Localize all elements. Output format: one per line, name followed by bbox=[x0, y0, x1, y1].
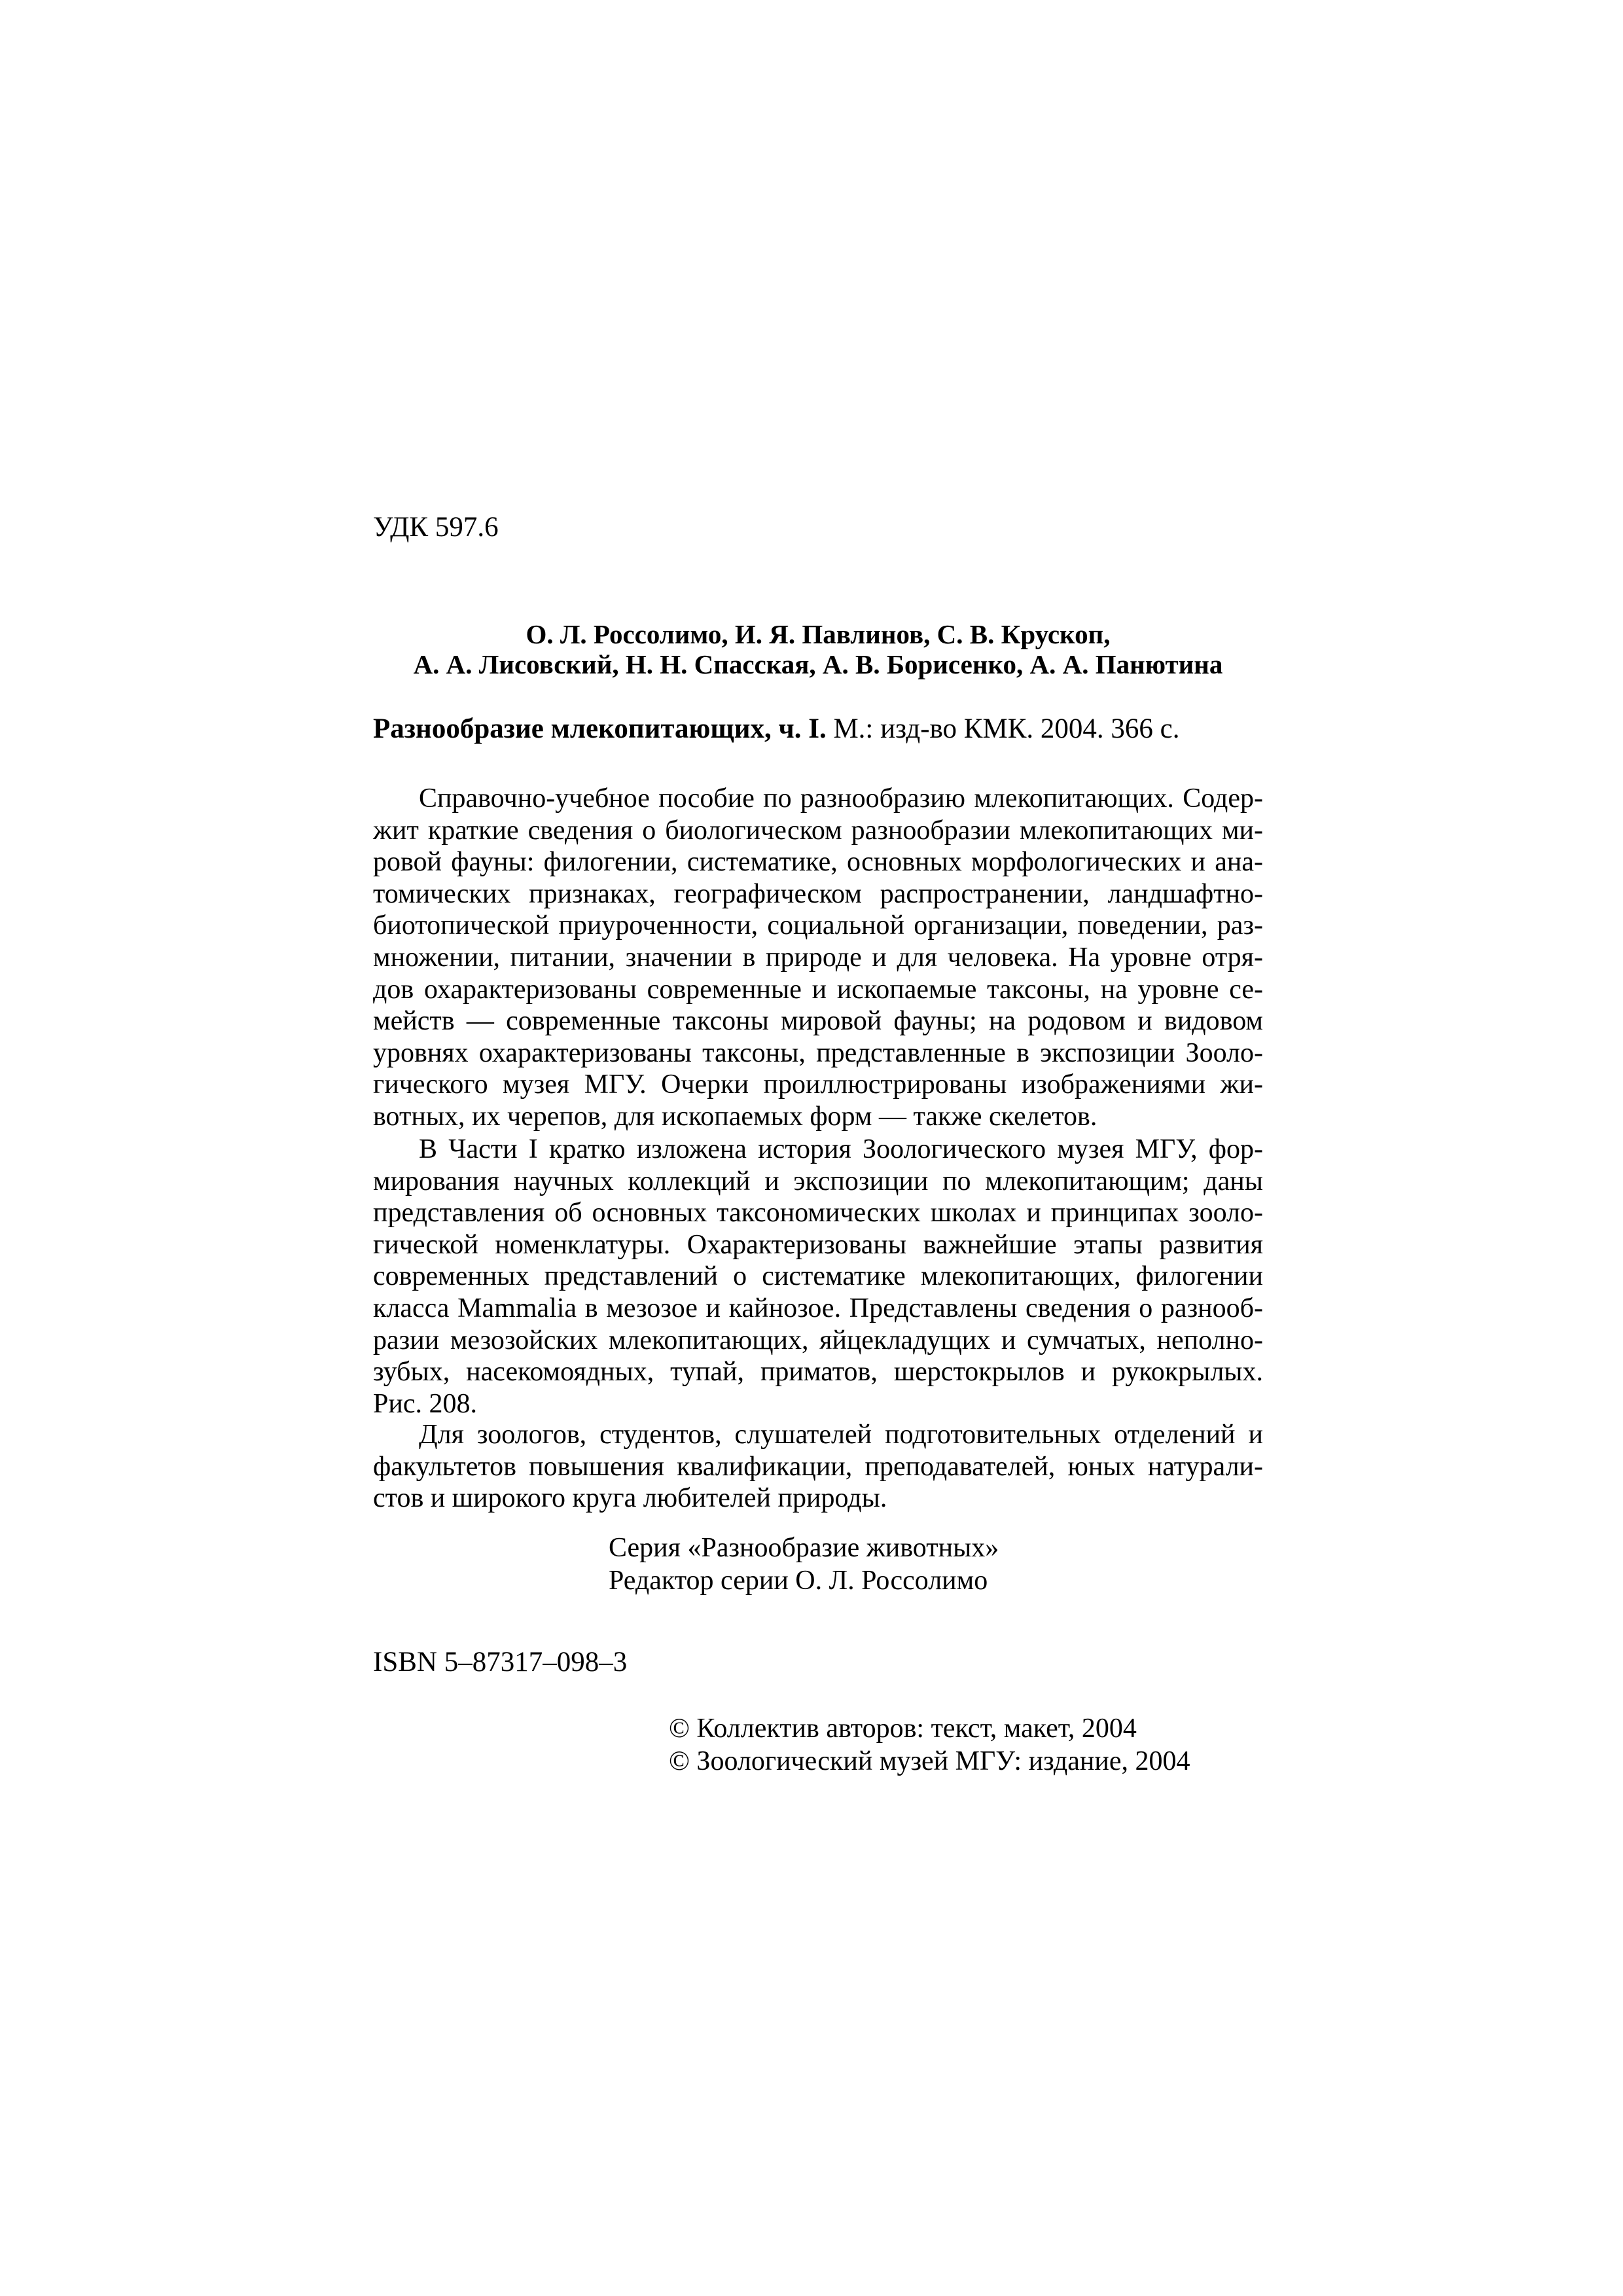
abstract-line: класса Mammalia в мезозое и кайнозое. Представлены сведения о разнооб- bbox=[373, 1293, 1263, 1323]
abstract-line: вотных, их черепов, для ископаемых форм — также скелетов. bbox=[373, 1101, 1097, 1132]
abstract-line: ровой фауны: филогении, систематике, основных морфологических и ана- bbox=[373, 847, 1263, 878]
abstract-line: стов и широкого круга любителей природы. bbox=[373, 1483, 887, 1514]
copyright-block bbox=[669, 1712, 1190, 1778]
abstract-line: современных представлений о систематике млекопитающих, филогении bbox=[373, 1261, 1263, 1292]
abstract-line: гического музея МГУ. Очерки проиллюстрированы изображениями жи- bbox=[373, 1069, 1263, 1100]
abstract-line: Справочно-учебное пособие по разнообразию млекопитающих. Содер- bbox=[419, 783, 1263, 814]
publication-info: М.: изд-во КМК. 2004. 366 с. bbox=[826, 713, 1180, 744]
abstract-line: мирования научных коллекций и экспозиции по млекопитающим; даны bbox=[373, 1166, 1263, 1196]
copyright-authors: © Коллектив авторов: текст, макет, 2004 bbox=[669, 1713, 1137, 1744]
copyright-museum: © Зоологический музей МГУ: издание, 2004 bbox=[669, 1746, 1190, 1776]
abstract-line: биотопической приуроченности, социальной организации, поведении, раз- bbox=[373, 910, 1263, 941]
abstract-line: гической номенклатуры. Охарактеризованы важнейшие этапы развития bbox=[373, 1229, 1263, 1260]
series-name: Серия «Разнообразие животных» bbox=[609, 1533, 999, 1563]
abstract-line: уровнях охарактеризованы таксоны, представленные в экспозиции Зооло- bbox=[373, 1037, 1263, 1068]
abstract-line: томических признаках, географическом распространении, ландшафтно- bbox=[373, 878, 1263, 909]
book-title: Разнообразие млекопитающих, ч. I. bbox=[373, 713, 827, 744]
isbn: ISBN 5–87317–098–3 bbox=[373, 1647, 628, 1677]
udk-code: УДК 597.6 bbox=[373, 512, 499, 543]
authors-line-1: О. Л. Россолимо, И. Я. Павлинов, С. В. Крускоп, bbox=[526, 619, 1111, 649]
abstract-paragraph-1 bbox=[373, 783, 1263, 1133]
abstract-line: разии мезозойских млекопитающих, яйцекладущих и сумчатых, неполно- bbox=[373, 1325, 1263, 1355]
abstract-line: дов охарактеризованы современные и ископаемые таксоны, на уровне се- bbox=[373, 974, 1263, 1005]
abstract-line: Для зоологов, студентов, слушателей подготовительных отделений и bbox=[419, 1420, 1263, 1450]
abstract-line: зубых, насекомоядных, тупай, приматов, шерстокрылов и рукокрылых. bbox=[373, 1357, 1263, 1388]
bibliographic-title bbox=[373, 713, 1180, 745]
abstract-line: Рис. 208. bbox=[373, 1388, 477, 1419]
authors-line-2: А. А. Лисовский, Н. Н. Спасская, А. В. Борисенко, А. А. Панютина bbox=[413, 649, 1223, 679]
abstract-line: представления об основных таксономических школах и принципах зооло- bbox=[373, 1198, 1263, 1229]
abstract-paragraph-3 bbox=[373, 1419, 1263, 1515]
abstract-line: факультетов повышения квалификации, преподавателей, юных натурали- bbox=[373, 1451, 1263, 1482]
abstract-line: жит краткие сведения о биологическом разнообразии млекопитающих ми- bbox=[373, 815, 1263, 846]
abstract-line: мейств — современные таксоны мировой фауны; на родовом и видовом bbox=[373, 1006, 1263, 1037]
series-editor: Редактор серии О. Л. Россолимо bbox=[609, 1566, 988, 1596]
series-info bbox=[609, 1532, 999, 1597]
abstract-line: множении, питании, значении в природе и для человека. На уровне отря- bbox=[373, 942, 1263, 973]
abstract-line: В Части I кратко изложена история Зоологического музея МГУ, фор- bbox=[419, 1134, 1263, 1164]
abstract-paragraph-2 bbox=[373, 1134, 1263, 1420]
